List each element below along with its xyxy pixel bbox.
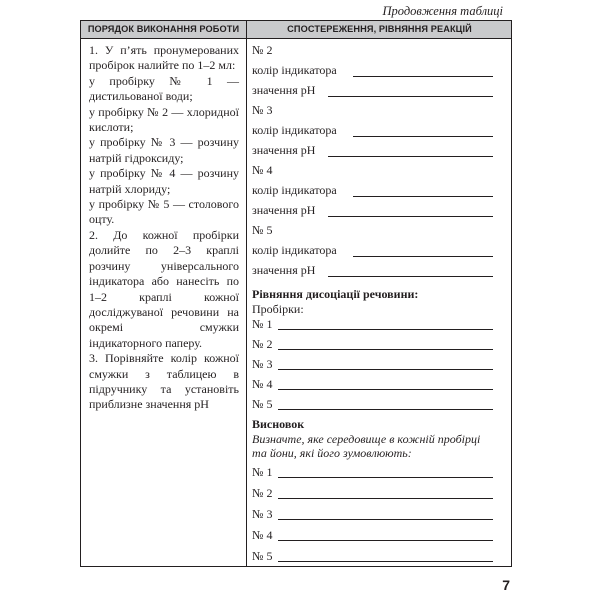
- equation-number: № 4: [252, 377, 273, 391]
- conclusion-number: № 1: [252, 465, 273, 479]
- procedure-tube-3: у пробірку № 3 — розчину натрій гідроксиду;: [89, 135, 239, 165]
- answer-line[interactable]: [278, 477, 493, 478]
- continuation-label: Продовження таблиці: [382, 4, 503, 18]
- procedure-tube-5: у пробірку № 5 — столового оцту.: [89, 197, 239, 227]
- answer-line[interactable]: [353, 256, 493, 257]
- indicator-color-label: колір індикатора: [252, 123, 337, 137]
- answer-line[interactable]: [278, 369, 493, 370]
- answer-line[interactable]: [278, 389, 493, 390]
- indicator-color-label: колір індикатора: [252, 183, 337, 197]
- answer-line[interactable]: [278, 519, 493, 520]
- tube-label: № 5: [252, 223, 273, 237]
- answer-line[interactable]: [328, 156, 493, 157]
- procedure-tube-1: у пробірку № 1 — дистильованої води;: [89, 73, 239, 104]
- conclusion-number: № 3: [252, 507, 273, 521]
- tube-label: № 3: [252, 103, 273, 117]
- equation-number: № 1: [252, 317, 273, 331]
- page-number: 7: [502, 577, 510, 593]
- equation-number: № 5: [252, 397, 273, 411]
- equation-number: № 3: [252, 357, 273, 371]
- answer-line[interactable]: [278, 498, 493, 499]
- procedure-tube-4: у пробірку № 4 — розчину натрій хлориду;: [89, 166, 239, 196]
- ph-value-label: значення pH: [252, 143, 316, 157]
- answer-line[interactable]: [278, 329, 493, 330]
- column-divider: [246, 21, 247, 566]
- ph-value-label: значення pH: [252, 203, 316, 217]
- worksheet-table: [80, 20, 512, 567]
- conclusion-prompt-line-1: Визначте, яке середовище в кожній пробірці: [252, 432, 481, 446]
- procedure-column: [89, 43, 239, 413]
- answer-line[interactable]: [353, 196, 493, 197]
- tube-label: № 2: [252, 43, 273, 57]
- column-header-procedure: ПОРЯДОК ВИКОНАННЯ РОБОТИ: [87, 24, 240, 34]
- procedure-tube-2: у пробірку № 2 — хлоридної кислоти;: [89, 104, 239, 135]
- tube-label: № 4: [252, 163, 273, 177]
- observations-column: [252, 21, 511, 566]
- test-tubes-label: Пробірки:: [252, 302, 304, 316]
- answer-line[interactable]: [278, 409, 493, 410]
- answer-line[interactable]: [328, 276, 493, 277]
- answer-line[interactable]: [353, 136, 493, 137]
- answer-line[interactable]: [353, 76, 493, 77]
- conclusion-number: № 4: [252, 528, 273, 542]
- conclusion-number: № 5: [252, 549, 273, 563]
- conclusion-title: Висновок: [252, 417, 305, 431]
- answer-line[interactable]: [278, 561, 493, 562]
- answer-line[interactable]: [328, 216, 493, 217]
- dissociation-title: Рівняння дисоціації речовини:: [252, 287, 419, 301]
- answer-line[interactable]: [278, 540, 493, 541]
- conclusion-number: № 2: [252, 486, 273, 500]
- indicator-color-label: колір індикатора: [252, 243, 337, 257]
- column-header-observations: СПОСТЕРЕЖЕННЯ, РІВНЯННЯ РЕАКЦІЙ: [287, 24, 472, 34]
- procedure-step-3: 3. Порівняйте колір кожної смужки з таблицею в підручнику та установіть приблизне значення pH: [89, 351, 239, 412]
- ph-value-label: значення pH: [252, 263, 316, 277]
- conclusion-prompt-line-2: та йони, які його зумовлюють:: [252, 446, 412, 460]
- equation-number: № 2: [252, 337, 273, 351]
- indicator-color-label: колір індикатора: [252, 63, 337, 77]
- ph-value-label: значення pH: [252, 83, 316, 97]
- answer-line[interactable]: [328, 96, 493, 97]
- procedure-step-2: 2. До кожної пробірки долийте по 2–3 краплі розчину універсального індикатора або нанесіть по 1–2 краплі кожної досліджуваної речовини на окремі смужки індикаторного паперу.: [89, 227, 239, 350]
- procedure-step-1: 1. У п’ять пронумерованих пробірок налийте по 1–2 мл:: [89, 43, 239, 73]
- answer-line[interactable]: [278, 349, 493, 350]
